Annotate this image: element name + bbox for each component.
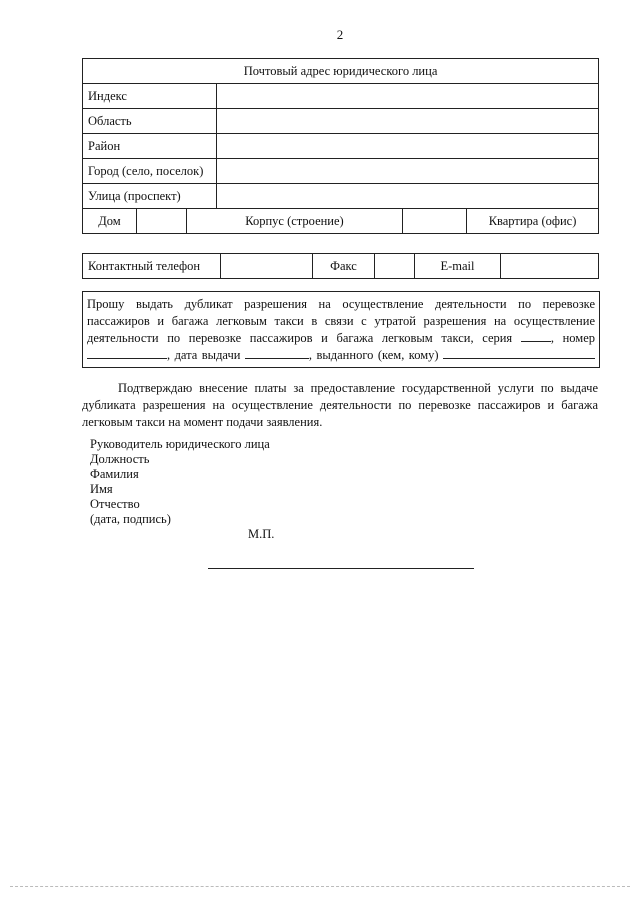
- issued-by-label: , выданного (кем, кому): [308, 348, 439, 362]
- stamp-label: М.П.: [248, 527, 275, 541]
- confirmation-paragraph: Подтверждаю внесение платы за предоставление государственной услуги по выдаче дубликата разрешения на осуществление деятельности по перевозке пассажиров и багажа легковым такси на момент подачи заявления.: [82, 381, 598, 429]
- building-field[interactable]: [403, 209, 467, 234]
- fax-field[interactable]: [375, 254, 415, 279]
- region-label: Область: [83, 109, 217, 134]
- scan-edge-line: [10, 886, 630, 887]
- building-label: Корпус (строение): [187, 209, 403, 234]
- house-field[interactable]: [137, 209, 187, 234]
- request-line-3-text: деятельности по перевозке пассажиров и багажа легковым такси, серия: [87, 331, 513, 345]
- issued-by-blank[interactable]: [443, 347, 595, 359]
- contacts-table: [82, 253, 599, 279]
- request-box: [82, 291, 600, 368]
- district-label: Район: [83, 134, 217, 159]
- number-blank[interactable]: [87, 347, 167, 359]
- phone-field[interactable]: [221, 254, 313, 279]
- fax-label: Факс: [313, 254, 375, 279]
- district-field[interactable]: [217, 134, 599, 159]
- page-number: 2: [336, 27, 344, 42]
- closing-divider: [208, 568, 474, 569]
- email-label: E-mail: [415, 254, 501, 279]
- street-field[interactable]: [217, 184, 599, 209]
- signature-surname: Фамилия: [90, 467, 139, 481]
- city-label: Город (село, поселок): [83, 159, 217, 184]
- street-label: Улица (проспект): [83, 184, 217, 209]
- signature-patronymic: Отчество: [90, 497, 140, 511]
- signature-head: Руководитель юридического лица: [90, 437, 270, 451]
- issue-date-label: , дата выдачи: [167, 348, 241, 362]
- request-line-4: [87, 347, 595, 364]
- house-label: Дом: [83, 209, 137, 234]
- address-table-title: Почтовый адрес юридического лица: [83, 59, 599, 84]
- phone-label: Контактный телефон: [83, 254, 221, 279]
- number-label: , номер: [550, 331, 595, 345]
- email-field[interactable]: [501, 254, 599, 279]
- index-label: Индекс: [83, 84, 217, 109]
- issue-date-blank[interactable]: [245, 347, 309, 359]
- city-field[interactable]: [217, 159, 599, 184]
- address-table: [82, 58, 599, 234]
- apartment-label: Квартира (офис): [467, 209, 599, 234]
- request-line-3: [87, 330, 595, 347]
- signature-date-sign: (дата, подпись): [90, 512, 171, 526]
- region-field[interactable]: [217, 109, 599, 134]
- request-line-2: пассажиров и багажа легковым такси в связи с утратой разрешения на осуществление: [87, 314, 595, 328]
- signature-position: Должность: [90, 452, 150, 466]
- signature-name: Имя: [90, 482, 113, 496]
- request-line-1: Прошу выдать дубликат разрешения на осуществление деятельности по перевозке: [87, 297, 595, 311]
- index-field[interactable]: [217, 84, 599, 109]
- series-blank[interactable]: [521, 330, 551, 342]
